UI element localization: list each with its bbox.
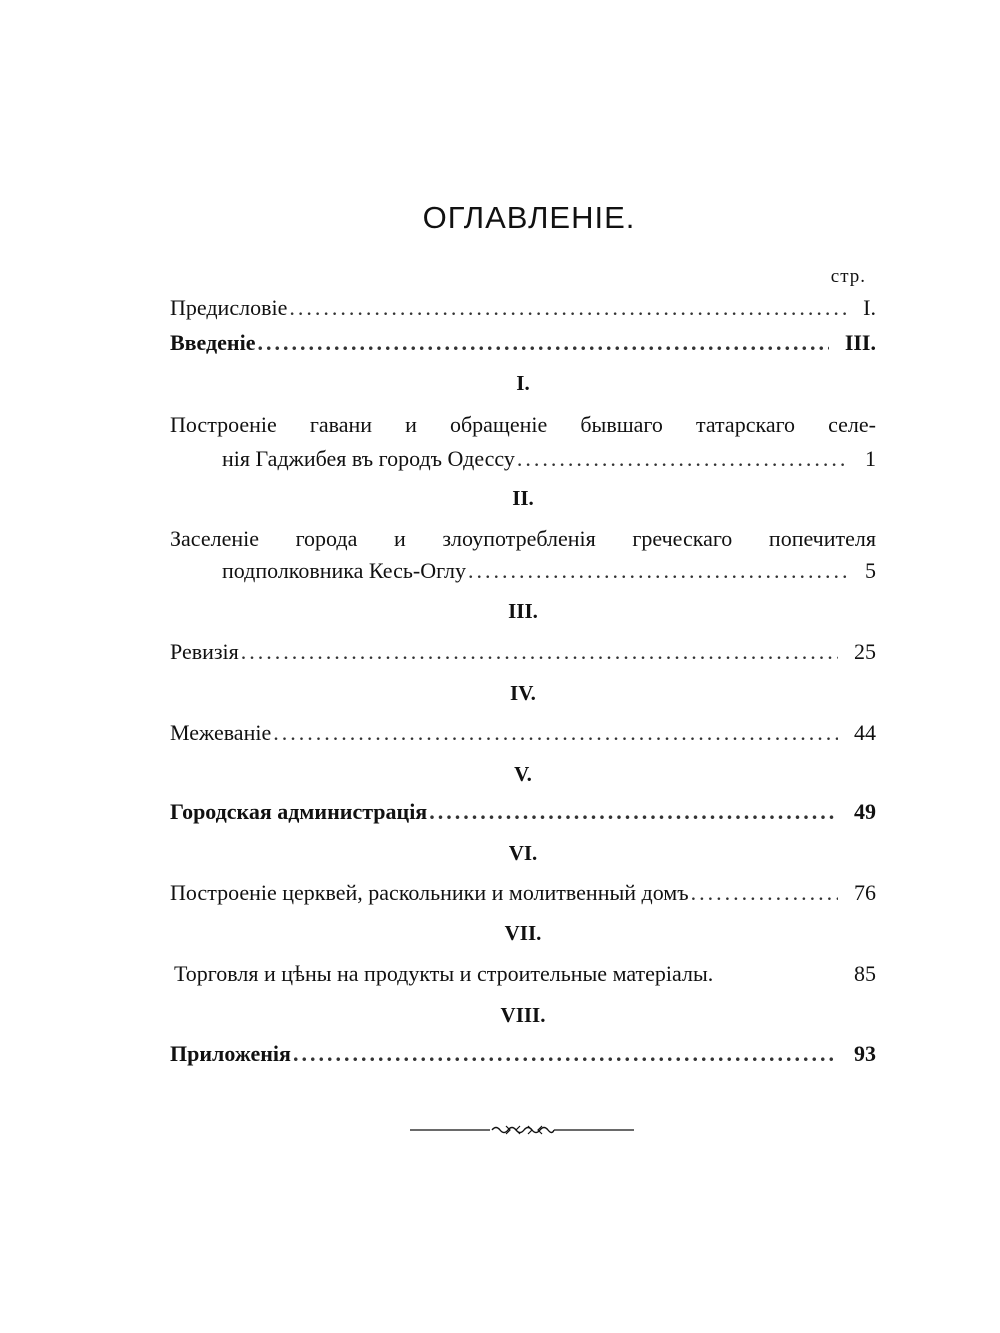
chapter-heading-2: II. [512, 486, 534, 510]
toc-entry-chapter-5[interactable] [170, 797, 876, 827]
dot-leader [691, 878, 838, 908]
toc-entry-page: III. [844, 330, 876, 355]
toc-entry-introduction[interactable] [170, 328, 876, 358]
toc-entry-page: I. [863, 295, 876, 320]
dot-leader [293, 1039, 838, 1069]
chapter-heading-3: III. [508, 599, 538, 623]
toc-entry-title: Городская администрація [170, 799, 428, 824]
dot-leader [257, 328, 828, 358]
toc-entry-chapter-2[interactable] [222, 556, 876, 586]
toc-entry-page: 25 [854, 639, 876, 664]
toc-entry-chapter-1[interactable] [222, 444, 876, 474]
toc-entry-title: Межеваніе [170, 720, 272, 745]
chapter-heading-5: V. [514, 762, 532, 786]
toc-entry-page: 1 [865, 446, 876, 471]
toc-entry-appendices[interactable] [170, 1039, 876, 1069]
toc-entry-chapter-4[interactable] [170, 718, 876, 748]
chapter-heading-8: VIII. [500, 1003, 546, 1027]
toc-entry-chapter-2-line1[interactable]: Заселеніе города и злоупотребленія греческаго попечителя [170, 526, 876, 551]
toc-entry-chapter-7[interactable] [170, 959, 876, 989]
toc-entry-preface[interactable] [170, 293, 876, 323]
toc-entry-page: 93 [854, 1041, 876, 1066]
toc-entry-page: 49 [854, 799, 876, 824]
toc-entry-title: нія Гаджибея въ городъ Одессу [222, 446, 515, 471]
page-column-label: стр. [830, 266, 866, 287]
toc-entry-chapter-6[interactable] [170, 878, 876, 908]
toc-entry-title: Предисловіе [170, 295, 288, 320]
dot-leader [241, 637, 838, 667]
dot-leader [429, 797, 838, 827]
toc-entry-page: 85 [854, 961, 876, 986]
chapter-heading-1: I. [516, 371, 530, 395]
toc-entry-chapter-3[interactable] [170, 637, 876, 667]
chapter-heading-7: VII. [504, 921, 542, 945]
toc-entry-page: 76 [854, 880, 876, 905]
dot-leader [517, 444, 849, 474]
toc-entry-title: Приложенія [170, 1041, 291, 1066]
dot-leader [273, 718, 838, 748]
dot-leader [289, 293, 847, 323]
toc-entry-title: Ревизія [170, 639, 239, 664]
toc-entry-page: 44 [854, 720, 876, 745]
toc-entry-title: Построеніе церквей, раскольники и молитвенный домъ [170, 880, 689, 905]
chapter-heading-4: IV. [510, 681, 536, 705]
toc-entry-title: Торговля и цѣны на продукты и строительные матеріалы. [174, 961, 714, 986]
toc-entry-title: подполковника Кесь-Оглу [222, 558, 466, 583]
chapter-heading-6: VI. [508, 841, 538, 865]
toc-entry-title: Введеніе [170, 330, 256, 355]
toc-entry-chapter-1-line1[interactable]: Построеніе гавани и обращеніе бывшаго татарскаго селе- [170, 412, 876, 437]
ornament-divider-icon [410, 1120, 634, 1140]
toc-entry-page: 5 [865, 558, 876, 583]
page-title: ОГЛАВЛЕНІЕ. [422, 200, 636, 235]
dot-leader [468, 556, 849, 586]
